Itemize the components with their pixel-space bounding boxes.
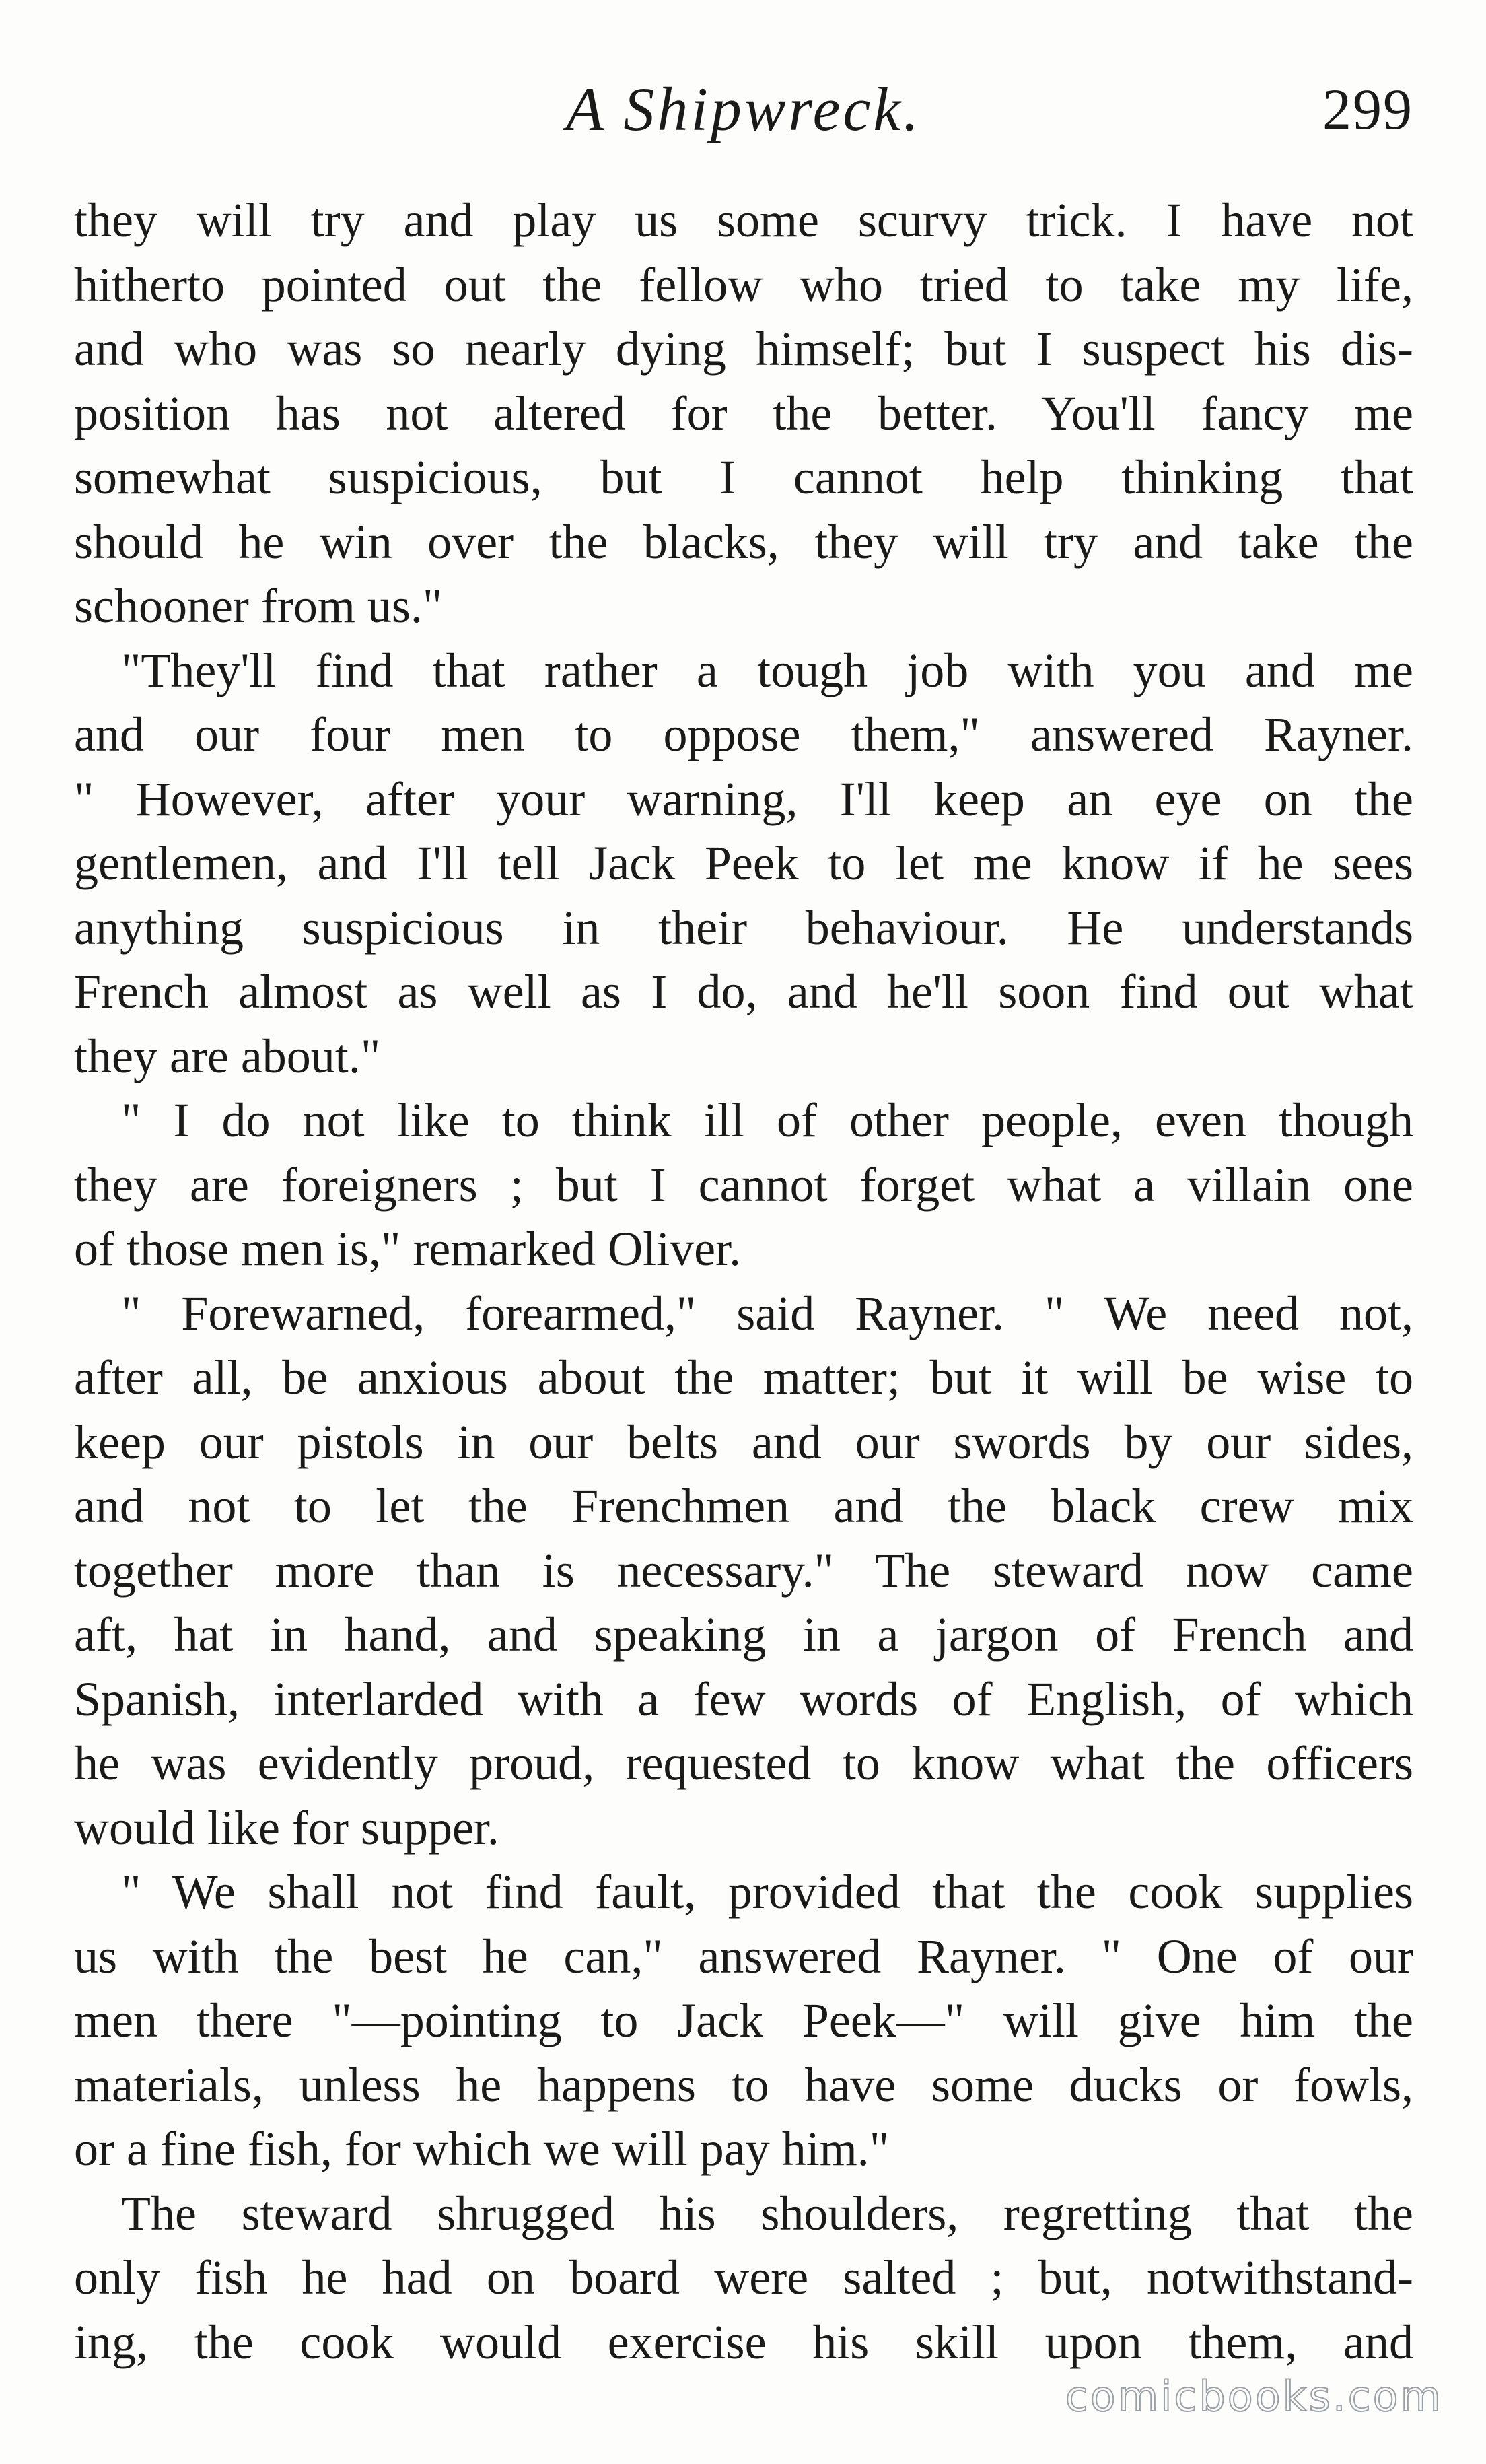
text-line: they are about." <box>74 1029 381 1083</box>
text-line: together more than is necessary." The steward now came <box>74 1543 1413 1598</box>
text-line: French almost as well as I do, and he'll soon find out what <box>74 965 1413 1019</box>
text-line: Spanish, interlarded with a few words of English, of which <box>74 1672 1413 1726</box>
text-line: us with the best he can," answered Rayner. " One of our <box>74 1929 1413 1983</box>
running-head <box>74 62 1413 156</box>
text-line: "They'll find that rather a tough job with you and me <box>121 643 1413 697</box>
text-line: men there "—pointing to Jack Peek—" will give him the <box>74 1993 1413 2047</box>
text-line: after all, be anxious about the matter; but it will be wise to <box>74 1350 1413 1404</box>
text-line: " I do not like to think ill of other people, even though <box>121 1093 1413 1147</box>
text-line: " We shall not find fault, provided that the cook supplies <box>121 1865 1413 1919</box>
text-line: " Forewarned, forearmed," said Rayner. " We need not, <box>121 1286 1413 1340</box>
text-line: ing, the cook would exercise his skill upon them, and <box>74 2315 1413 2369</box>
text-line: and who was so nearly dying himself; but I suspect his dis- <box>74 322 1413 376</box>
text-line: schooner from us." <box>74 579 443 633</box>
page-number: 299 <box>1322 77 1413 141</box>
text-line: anything suspicious in their behaviour. He understands <box>74 900 1413 955</box>
text-line: and not to let the Frenchmen and the black crew mix <box>74 1479 1413 1533</box>
text-line: they are foreigners ; but I cannot forget what a villain one <box>74 1157 1413 1212</box>
watermark-logo: comicbooks.com <box>1065 2372 1443 2421</box>
text-line: or a fine fish, for which we will pay him." <box>74 2122 890 2176</box>
text-line: gentlemen, and I'll tell Jack Peek to let me know if he sees <box>74 836 1413 890</box>
text-line: he was evidently proud, requested to know what the officers <box>74 1736 1413 1790</box>
text-line: only fish he had on board were salted ; but, notwithstand- <box>74 2251 1413 2304</box>
text-line: hitherto pointed out the fellow who tried to take my life, <box>74 257 1413 312</box>
text-line: of those men is," remarked Oliver. <box>74 1222 742 1276</box>
text-line: materials, unless he happens to have some ducks or fowls, <box>74 2057 1413 2112</box>
body-text <box>74 189 1413 2374</box>
text-line: " However, after your warning, I'll keep an eye on the <box>74 772 1413 826</box>
text-line: aft, hat in hand, and speaking in a jargon of French and <box>74 1608 1413 1662</box>
text-line: somewhat suspicious, but I cannot help thinking that <box>74 450 1413 504</box>
text-line: should he win over the blacks, they will try and take the <box>74 514 1413 569</box>
text-line: The steward shrugged his shoulders, regretting that the <box>121 2186 1413 2240</box>
text-line: position has not altered for the better. You'll fancy me <box>74 386 1413 440</box>
text-line: would like for supper. <box>74 1800 499 1855</box>
text-line: they will try and play us some scurvy trick. I have not <box>74 193 1413 247</box>
text-line: and our four men to oppose them," answered Rayner. <box>74 708 1413 761</box>
text-line: keep our pistols in our belts and our swords by our sides, <box>74 1414 1413 1469</box>
running-title: A Shipwreck. <box>565 75 922 143</box>
